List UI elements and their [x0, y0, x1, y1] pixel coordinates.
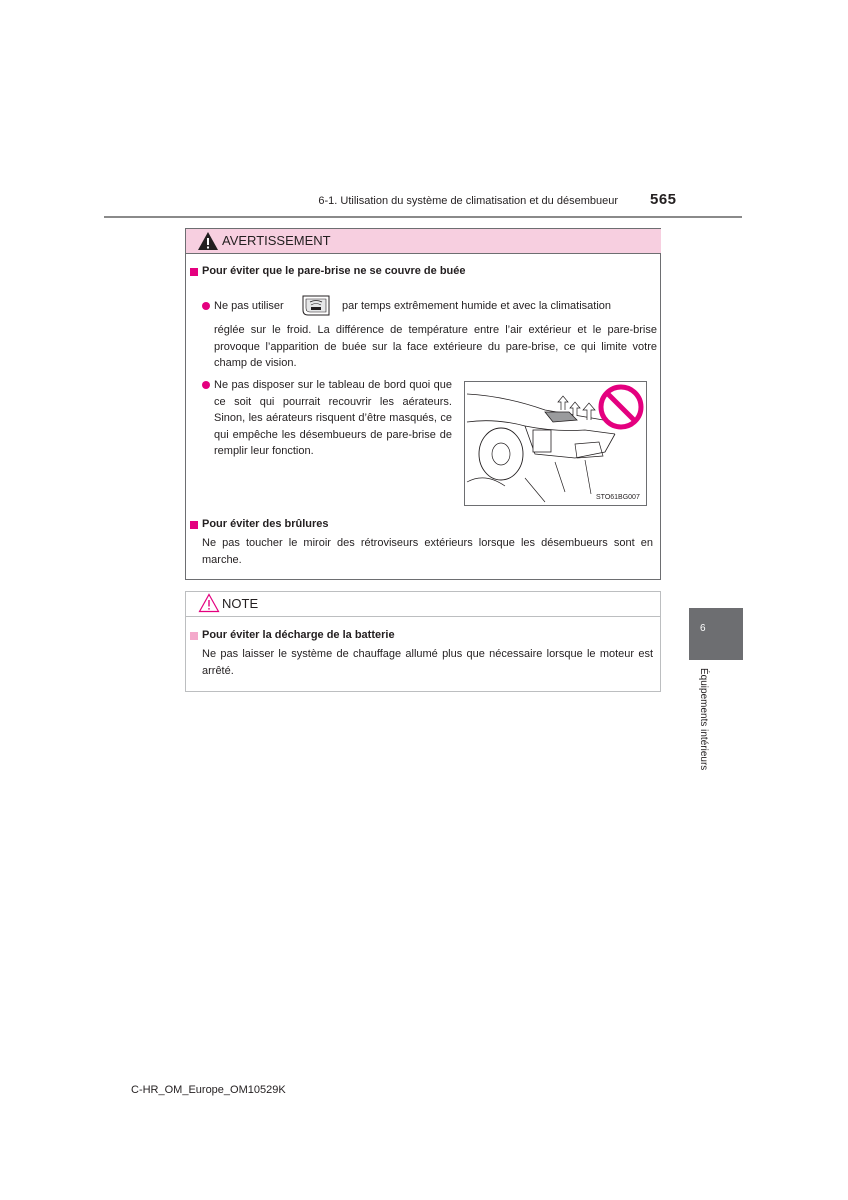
windshield-defogger-switch-icon: [300, 293, 332, 319]
bullet1-text-continued: réglée sur le froid. La différence de température entre l’air extérieur et le pare-brise provoque l’apparition de buée sur la face extérieure du pare-brise, ce qui limite votre champ de vision.: [214, 324, 657, 369]
bullet1-text-start: Ne pas utiliser: [214, 300, 284, 312]
section-title: 6-1. Utilisation du système de climatisation et du désembueur: [318, 195, 618, 207]
warning-section-title: Pour éviter des brûlures: [202, 518, 329, 530]
header-divider: [104, 216, 742, 218]
warning-section-title: Pour éviter que le pare-brise ne se couvre de buée: [202, 265, 466, 277]
section-bullet-square: [190, 268, 198, 276]
bullet-dot: [202, 381, 210, 389]
illustration-code: STO61BG007: [596, 494, 640, 501]
bullet-dot: [202, 302, 210, 310]
note-section-text: Ne pas laisser le système de chauffage allumé plus que nécessaire lorsque le moteur est arrêté.: [202, 648, 653, 677]
section-bullet-square: [190, 632, 198, 640]
bullet1-text-end: par temps extrêmement humide et avec la climatisation: [342, 300, 612, 312]
note-triangle-icon: [198, 593, 220, 613]
note-section-title: Pour éviter la décharge de la batterie: [202, 629, 395, 641]
dashboard-illustration: [464, 381, 647, 506]
note-heading: NOTE: [222, 596, 259, 611]
chapter-number: 6: [700, 623, 706, 634]
page-number: 565: [650, 191, 677, 208]
chapter-title: Équipements intérieurs: [698, 668, 709, 771]
warning-heading: AVERTISSEMENT: [222, 233, 331, 248]
warning-triangle-icon: [197, 231, 219, 251]
warning-section-text: Ne pas toucher le miroir des rétroviseurs extérieurs lorsque les désembueurs sont en marche.: [202, 537, 653, 566]
section-bullet-square: [190, 521, 198, 529]
prohibition-icon: [597, 383, 645, 431]
footer-doc-code: C-HR_OM_Europe_OM10529K: [131, 1084, 286, 1096]
bullet2-text: Ne pas disposer sur le tableau de bord quoi que ce soit qui pourrait recouvrir les aérateurs. Sinon, les aérateurs risquent d’être masqués, ce qui empêche les désembueurs de pare-brise de remplir leur fonction.: [214, 379, 452, 457]
chapter-tab: [689, 608, 743, 660]
